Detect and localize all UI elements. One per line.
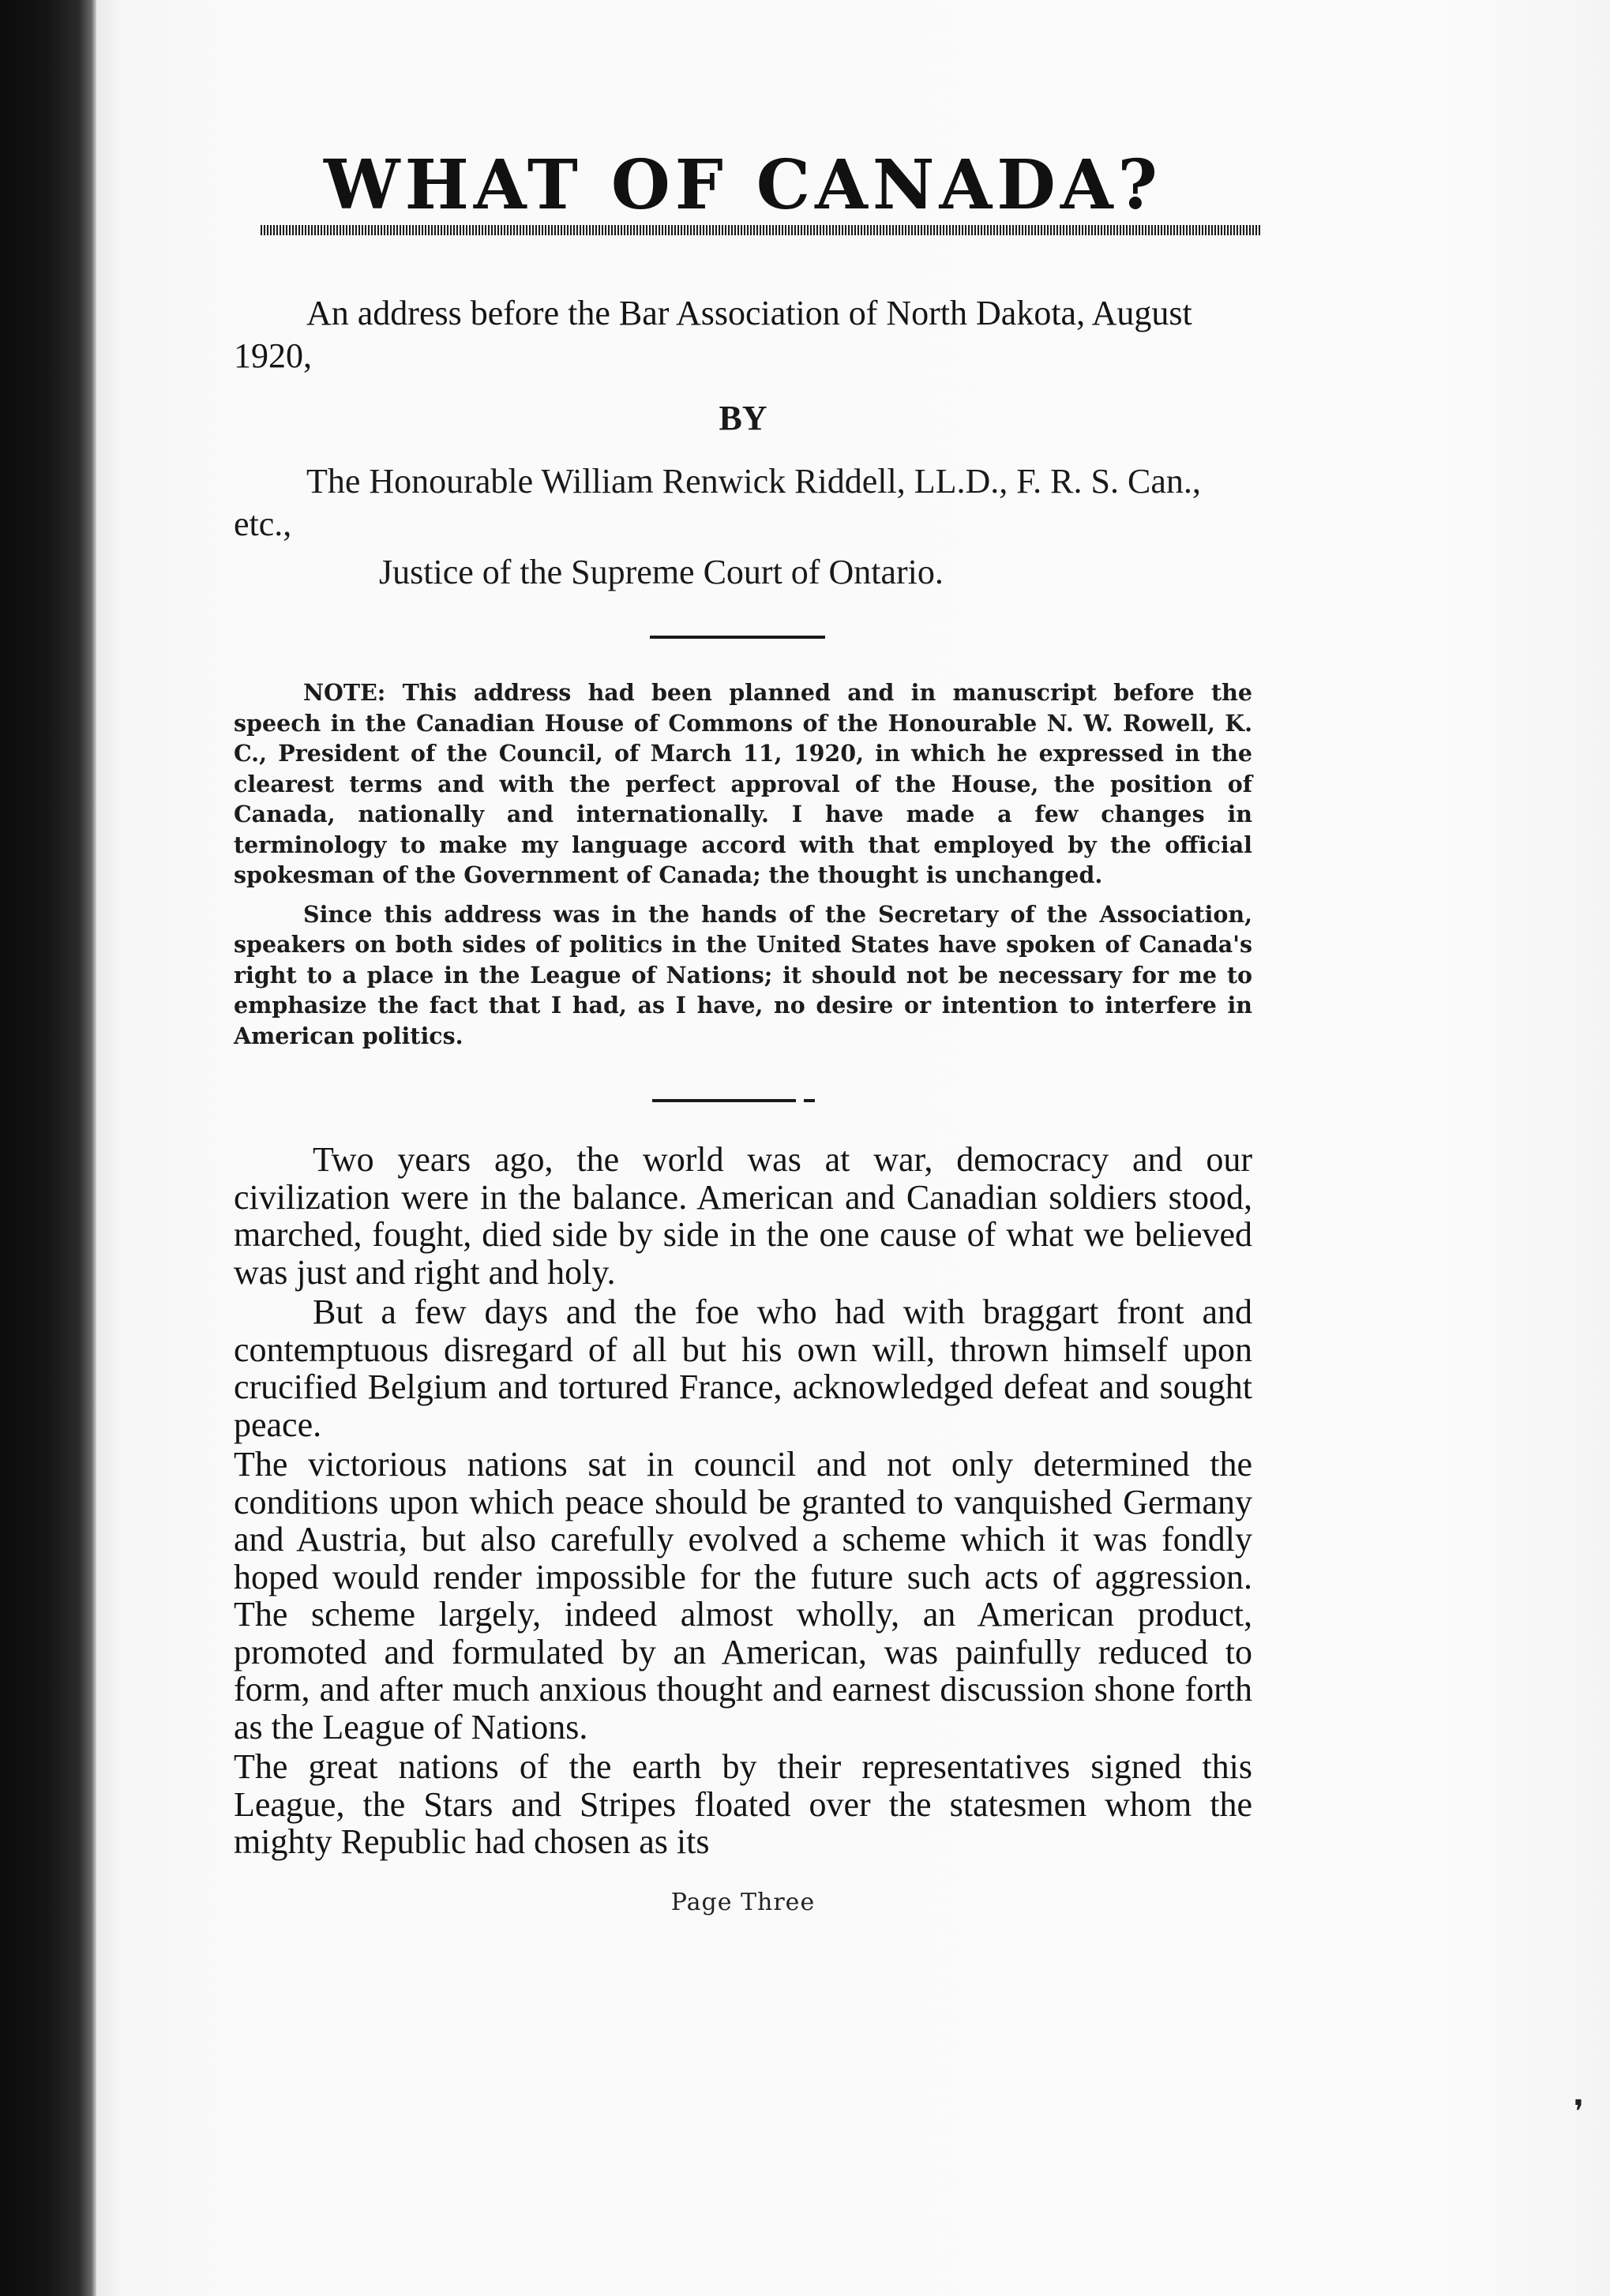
page-content <box>234 0 1252 2296</box>
section-divider <box>652 1099 796 1102</box>
page-title: WHAT OF CANADA? <box>324 145 1162 225</box>
page-number: Page Three <box>670 1889 816 1916</box>
address-line: An address before the Bar Association of North Dakota, August 1920, <box>234 294 1192 375</box>
body-paragraph: The victorious nations sat in council and not only determined the conditions upon which peace should be granted to vanquished Germany and Austria, but also carefully evolved a scheme which it was fondly hoped would render impossible for the future such acts of aggression. The scheme largely, indeed almost wholly, an American product, promoted and formulated by an American, was painfully reduced to form, and after much anxious thought and earnest discussion shone forth as the League of Nations. <box>234 1445 1252 1746</box>
author-title: Justice of the Supreme Court of Ontario. <box>379 553 944 591</box>
note-block <box>234 677 1252 1060</box>
body-text <box>234 1141 1252 1863</box>
body-paragraph: The great nations of the earth by their representatives signed this League, the Stars and Stripes floated over the statesmen whom the mighty Republic had chosen as its <box>234 1747 1252 1861</box>
section-divider-tail <box>804 1099 815 1102</box>
title-underline <box>261 225 1260 235</box>
by-line: BY <box>719 399 767 437</box>
body-paragraph: Two years ago, the world was at war, democracy and our civilization were in the balance. American and Canadian soldiers stood, marched, fought, died side by side in the one cause of what we believed was just and right and holy. <box>234 1140 1252 1292</box>
note-paragraph: NOTE: This address had been planned and in manuscript before the speech in the Canadian House of Commons of the Honourable N. W. Rowell, K. C., President of the Council, of March 11, 1920, in which he expressed in the clearest terms and with the perfect approval of the House, the position of Canada, nationally and internationally. I have made a few changes in terminology to make my language accord with that employed by the official spokesman of the Government of Canada; the thought is unchanged. <box>234 679 1252 888</box>
author-name: The Honourable William Renwick Riddell, LL.D., F. R. S. Can., etc., <box>234 462 1201 543</box>
section-divider <box>650 636 825 639</box>
note-paragraph: Since this address was in the hands of the Secretary of the Association, speakers on both sides of politics in the United States have spoken of Canada's right to a place in the League of Nations; it should not be necessary for me to emphasize the fact that I had, as I have, no desire or intention to interfere in American politics. <box>234 900 1252 1049</box>
body-paragraph: But a few days and the foe who had with braggart front and contemptuous disregard of all but his own will, thrown himself upon crucified Belgium and tortured France, acknowledged defeat and sought peace. <box>234 1292 1252 1444</box>
binding-edge <box>0 0 96 2296</box>
scan-speck: ❜ <box>1574 2094 1584 2130</box>
